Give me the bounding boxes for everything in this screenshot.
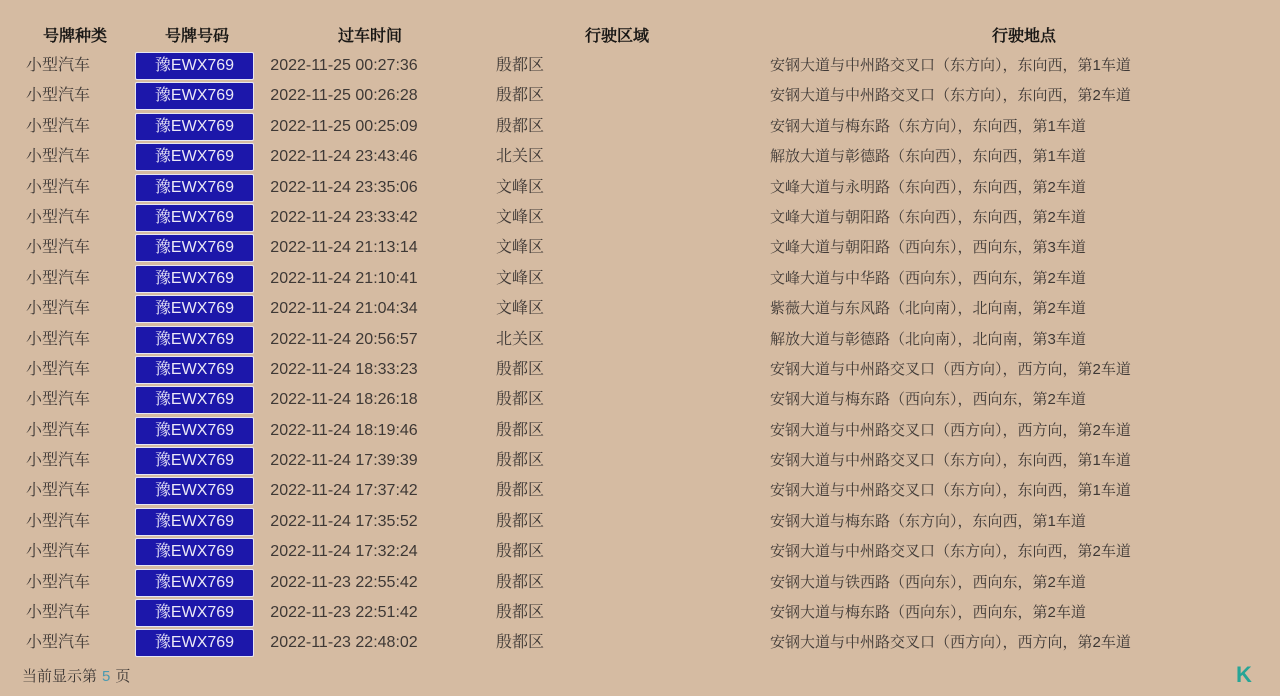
table-row (0, 446, 1280, 476)
col-header-plate-number: 号牌号码 (164, 28, 230, 45)
plate-number-badge: 豫EWX769 (135, 386, 254, 414)
district-cell: 殷都区 (495, 512, 544, 530)
table-row (0, 628, 1280, 658)
pagination-suffix: 页 (115, 668, 131, 685)
pass-time-cell: 2022-11-25 00:26:28 (270, 87, 418, 105)
table-row (0, 173, 1280, 203)
table-row (0, 385, 1280, 415)
table-row (0, 568, 1280, 598)
district-cell: 殷都区 (495, 421, 544, 439)
plate-number-badge: 豫EWX769 (135, 356, 254, 384)
pass-time-cell: 2022-11-24 23:43:46 (270, 148, 418, 166)
plate-type-cell: 小型汽车 (25, 269, 90, 287)
district-cell: 文峰区 (495, 269, 544, 287)
plate-type-cell: 小型汽车 (25, 57, 90, 74)
location-cell: 安钢大道与梅东路（西向东），西向东，第2车道 (770, 604, 1086, 622)
district-cell: 殷都区 (495, 634, 544, 652)
pass-time-cell: 2022-11-25 00:27:36 (270, 57, 418, 74)
plate-type-cell: 小型汽车 (25, 573, 90, 591)
table-row (0, 507, 1280, 537)
table-row (0, 325, 1280, 355)
table-row (0, 476, 1280, 506)
pass-time-cell: 2022-11-24 17:32:24 (270, 543, 418, 561)
pass-time-cell: 2022-11-24 20:56:57 (270, 330, 418, 348)
district-cell: 殷都区 (495, 57, 544, 74)
plate-type-cell: 小型汽车 (25, 148, 90, 166)
pass-time-cell: 2022-11-25 00:25:09 (270, 117, 418, 135)
plate-number-badge: 豫EWX769 (135, 538, 254, 566)
table-row (0, 537, 1280, 567)
plate-type-cell: 小型汽车 (25, 178, 90, 196)
plate-number-badge: 豫EWX769 (135, 113, 254, 141)
location-cell: 安钢大道与梅东路（东方向），东向西，第1车道 (770, 117, 1086, 135)
table-body (0, 51, 1280, 659)
current-page-number: 5 (102, 668, 111, 685)
pass-time-cell: 2022-11-24 17:37:42 (270, 482, 418, 500)
pagination-status (22, 666, 130, 688)
table-row (0, 416, 1280, 446)
plate-number-badge: 豫EWX769 (135, 265, 254, 293)
location-cell: 安钢大道与中州路交叉口（东方向），东向西，第1车道 (770, 452, 1131, 470)
plate-type-cell: 小型汽车 (25, 117, 90, 135)
plate-type-cell: 小型汽车 (25, 208, 90, 226)
location-cell: 安钢大道与梅东路（西向东），西向东，第2车道 (770, 391, 1086, 409)
plate-type-cell: 小型汽车 (25, 482, 90, 500)
plate-number-badge: 豫EWX769 (135, 599, 254, 627)
table-row (0, 294, 1280, 324)
table-row (0, 233, 1280, 263)
pass-time-cell: 2022-11-24 17:35:52 (270, 512, 418, 530)
pass-time-cell: 2022-11-24 21:10:41 (270, 269, 418, 287)
col-header-district: 行驶区域 (584, 28, 650, 45)
plate-type-cell: 小型汽车 (25, 391, 90, 409)
district-cell: 殷都区 (495, 117, 544, 135)
pass-time-cell: 2022-11-24 18:26:18 (270, 391, 418, 409)
pagination-prefix: 当前显示第 (22, 668, 98, 685)
plate-type-cell: 小型汽车 (25, 604, 90, 622)
location-cell: 文峰大道与朝阳路（西向东），西向东，第3车道 (770, 239, 1086, 257)
location-cell: 安钢大道与中州路交叉口（西方向），西方向，第2车道 (770, 634, 1131, 652)
plate-type-cell: 小型汽车 (25, 634, 90, 652)
location-cell: 安钢大道与中州路交叉口（西方向），西方向，第2车道 (770, 360, 1131, 378)
location-cell: 安钢大道与中州路交叉口（东方向），东向西，第1车道 (770, 482, 1131, 500)
pass-time-cell: 2022-11-24 23:35:06 (270, 178, 418, 196)
district-cell: 北关区 (495, 148, 544, 166)
district-cell: 文峰区 (495, 178, 544, 196)
table-row (0, 203, 1280, 233)
plate-number-badge: 豫EWX769 (135, 174, 254, 202)
table-row (0, 355, 1280, 385)
plate-type-cell: 小型汽车 (25, 452, 90, 470)
pass-time-cell: 2022-11-24 23:33:42 (270, 208, 418, 226)
location-cell: 文峰大道与朝阳路（东向西），东向西，第2车道 (770, 208, 1086, 226)
plate-type-cell: 小型汽车 (25, 300, 90, 318)
plate-type-cell: 小型汽车 (25, 543, 90, 561)
location-cell: 安钢大道与中州路交叉口（西方向），西方向，第2车道 (770, 421, 1131, 439)
plate-number-badge: 豫EWX769 (135, 508, 254, 536)
location-cell: 紫薇大道与东风路（北向南），北向南，第2车道 (770, 300, 1086, 318)
district-cell: 殷都区 (495, 452, 544, 470)
district-cell: 北关区 (495, 330, 544, 348)
location-cell: 解放大道与彰德路（东向西），东向西，第1车道 (770, 148, 1086, 166)
plate-number-badge: 豫EWX769 (135, 52, 254, 80)
table-row (0, 598, 1280, 628)
plate-type-cell: 小型汽车 (25, 87, 90, 105)
pass-time-cell: 2022-11-24 17:39:39 (270, 452, 418, 470)
plate-type-cell: 小型汽车 (25, 239, 90, 257)
district-cell: 殷都区 (495, 482, 544, 500)
table-row (0, 142, 1280, 172)
plate-number-badge: 豫EWX769 (135, 477, 254, 505)
table-header (0, 23, 1280, 43)
location-cell: 文峰大道与永明路（东向西），东向西，第2车道 (770, 178, 1086, 196)
location-cell: 安钢大道与梅东路（东方向），东向西，第1车道 (770, 512, 1086, 530)
location-cell: 解放大道与彰德路（北向南），北向南，第3车道 (770, 330, 1086, 348)
pass-time-cell: 2022-11-24 18:19:46 (270, 421, 418, 439)
district-cell: 殷都区 (495, 360, 544, 378)
district-cell: 殷都区 (495, 543, 544, 561)
district-cell: 文峰区 (495, 208, 544, 226)
plate-number-badge: 豫EWX769 (135, 447, 254, 475)
district-cell: 殷都区 (495, 573, 544, 591)
location-cell: 文峰大道与中华路（西向东），西向东，第2车道 (770, 269, 1086, 287)
location-cell: 安钢大道与铁西路（西向东），西向东，第2车道 (770, 573, 1086, 591)
pass-time-cell: 2022-11-23 22:51:42 (270, 604, 418, 622)
table-row (0, 51, 1280, 81)
plate-number-badge: 豫EWX769 (135, 204, 254, 232)
district-cell: 殷都区 (495, 87, 544, 105)
district-cell: 殷都区 (495, 391, 544, 409)
location-cell: 安钢大道与中州路交叉口（东方向），东向西，第2车道 (770, 543, 1131, 561)
pass-time-cell: 2022-11-24 21:13:14 (270, 239, 418, 257)
plate-number-badge: 豫EWX769 (135, 295, 254, 323)
pass-time-cell: 2022-11-24 21:04:34 (270, 300, 418, 318)
col-header-plate-type: 号牌种类 (42, 28, 108, 45)
location-cell: 安钢大道与中州路交叉口（东方向），东向西，第1车道 (770, 57, 1131, 74)
plate-number-badge: 豫EWX769 (135, 417, 254, 445)
pass-time-cell: 2022-11-23 22:55:42 (270, 573, 418, 591)
district-cell: 殷都区 (495, 604, 544, 622)
location-cell: 安钢大道与中州路交叉口（东方向），东向西，第2车道 (770, 87, 1131, 105)
table-row (0, 81, 1280, 111)
pass-time-cell: 2022-11-24 18:33:23 (270, 360, 418, 378)
k-watermark-icon: K (1236, 662, 1252, 687)
col-header-location: 行驶地点 (991, 28, 1057, 45)
table-row (0, 112, 1280, 142)
plate-type-cell: 小型汽车 (25, 330, 90, 348)
plate-type-cell: 小型汽车 (25, 360, 90, 378)
district-cell: 文峰区 (495, 300, 544, 318)
district-cell: 文峰区 (495, 239, 544, 257)
plate-type-cell: 小型汽车 (25, 512, 90, 530)
plate-number-badge: 豫EWX769 (135, 82, 254, 110)
plate-number-badge: 豫EWX769 (135, 326, 254, 354)
plate-type-cell: 小型汽车 (25, 421, 90, 439)
plate-number-badge: 豫EWX769 (135, 143, 254, 171)
plate-number-badge: 豫EWX769 (135, 234, 254, 262)
plate-number-badge: 豫EWX769 (135, 569, 254, 597)
plate-number-badge: 豫EWX769 (135, 629, 254, 657)
table-row (0, 264, 1280, 294)
pass-time-cell: 2022-11-23 22:48:02 (270, 634, 418, 652)
col-header-pass-time: 过车时间 (337, 28, 403, 45)
